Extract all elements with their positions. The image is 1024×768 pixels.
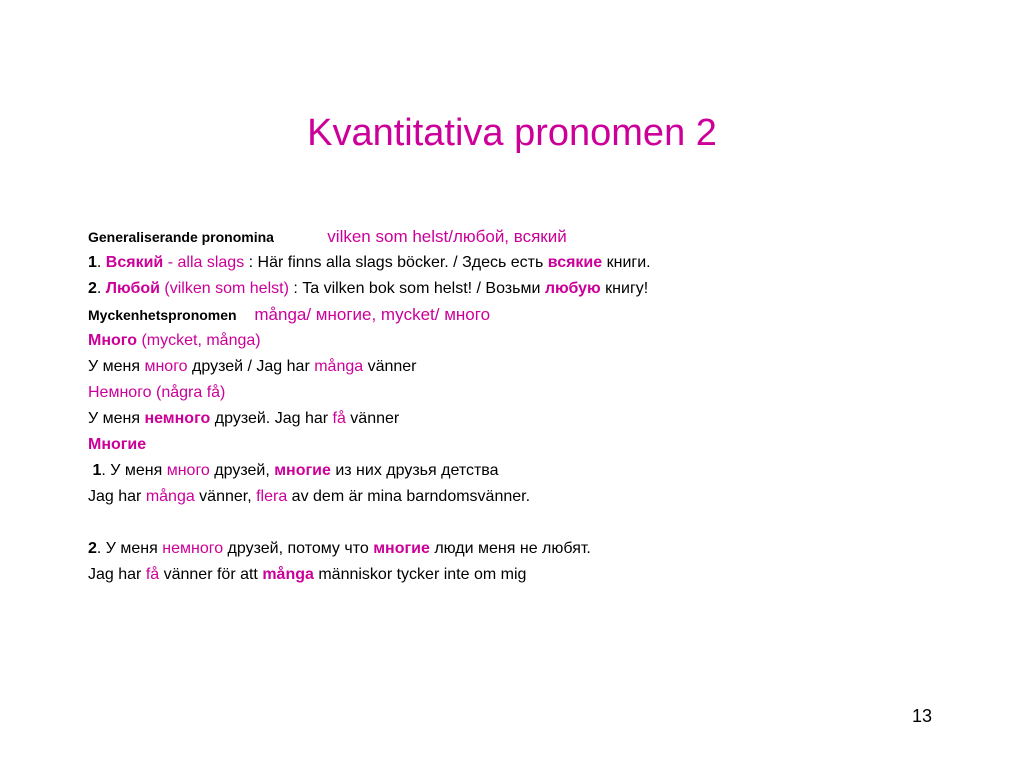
text-segment: Myckenhetspronomen bbox=[88, 307, 237, 323]
text-line bbox=[88, 510, 948, 536]
text-segment: : Ta vilken bok som helst! / Возьми bbox=[288, 280, 545, 297]
text-segment: немного bbox=[144, 410, 211, 427]
text-segment: Всякий bbox=[105, 254, 164, 271]
text-segment: многие bbox=[274, 462, 331, 479]
text-segment: Generaliserande pronomina bbox=[88, 229, 274, 245]
text-segment: vänner, bbox=[194, 488, 257, 505]
text-line bbox=[88, 250, 948, 276]
text-segment: многие bbox=[373, 540, 430, 557]
text-segment: . У меня bbox=[96, 540, 163, 557]
text-segment: - alla slags bbox=[163, 254, 245, 271]
text-segment: друзей, потому что bbox=[223, 540, 374, 557]
text-segment: из них друзья детства bbox=[330, 462, 499, 479]
text-line bbox=[88, 432, 948, 458]
text-segment: много bbox=[166, 462, 210, 479]
text-segment: många bbox=[314, 358, 364, 375]
text-line bbox=[88, 458, 948, 484]
text-segment: . У меня bbox=[101, 462, 167, 479]
text-segment: . bbox=[96, 280, 106, 297]
text-segment: vänner för att bbox=[159, 566, 263, 583]
text-segment bbox=[274, 229, 327, 246]
text-segment: Любой bbox=[105, 280, 160, 297]
text-segment: Jag har bbox=[88, 566, 146, 583]
text-segment: många bbox=[145, 488, 195, 505]
text-line bbox=[88, 224, 948, 250]
text-line bbox=[88, 380, 948, 406]
text-segment: много bbox=[144, 358, 188, 375]
text-line bbox=[88, 536, 948, 562]
text-segment: люди меня не любят. bbox=[429, 540, 591, 557]
text-segment: . bbox=[96, 254, 106, 271]
text-segment: få bbox=[145, 566, 160, 583]
text-segment: av dem är mina barndomsvänner. bbox=[287, 488, 531, 505]
text-line bbox=[88, 354, 948, 380]
text-segment: 2 bbox=[88, 540, 97, 557]
text-segment: vänner bbox=[345, 410, 400, 427]
text-segment: всякие bbox=[547, 254, 603, 271]
text-segment: любую bbox=[544, 280, 601, 297]
text-line bbox=[88, 406, 948, 432]
text-segment: (mycket, många) bbox=[137, 332, 261, 349]
text-segment: många/ многие, mycket/ много bbox=[254, 305, 491, 324]
text-segment: друзей, bbox=[209, 462, 275, 479]
text-line bbox=[88, 302, 948, 328]
text-line bbox=[88, 484, 948, 510]
text-segment: Немного (några få) bbox=[88, 384, 226, 401]
text-segment: книгу! bbox=[600, 280, 649, 297]
text-segment: друзей. Jag har bbox=[210, 410, 333, 427]
page-number: 13 bbox=[912, 706, 933, 726]
text-segment: У меня bbox=[88, 410, 145, 427]
text-segment: Многие bbox=[88, 436, 147, 453]
text-line bbox=[88, 562, 948, 588]
text-segment bbox=[237, 307, 255, 324]
slide-title: Kvantitativa pronomen 2 bbox=[307, 112, 717, 154]
text-segment: : Här finns alla slags böcker. / Здесь есть bbox=[244, 254, 548, 271]
text-segment: (vilken som helst) bbox=[159, 280, 289, 297]
text-segment: 2 bbox=[88, 280, 97, 297]
text-segment: vänner bbox=[363, 358, 417, 375]
text-segment: немного bbox=[162, 540, 224, 557]
text-segment: få bbox=[332, 410, 346, 427]
text-segment: 1 bbox=[88, 254, 97, 271]
text-line bbox=[88, 328, 948, 354]
text-segment: У меня bbox=[88, 358, 145, 375]
text-line bbox=[88, 276, 948, 302]
slide-body bbox=[88, 224, 948, 588]
text-segment: 1 bbox=[92, 462, 102, 479]
text-segment: друзей / Jag har bbox=[187, 358, 315, 375]
text-segment: vilken som helst/любой, всякий bbox=[327, 227, 567, 246]
text-segment: Jag har bbox=[88, 488, 146, 505]
text-segment: Много bbox=[88, 332, 137, 349]
text-segment: många bbox=[262, 566, 314, 583]
text-segment: flera bbox=[256, 488, 288, 505]
text-segment: книги. bbox=[602, 254, 651, 271]
text-segment: människor tycker inte om mig bbox=[313, 566, 527, 583]
